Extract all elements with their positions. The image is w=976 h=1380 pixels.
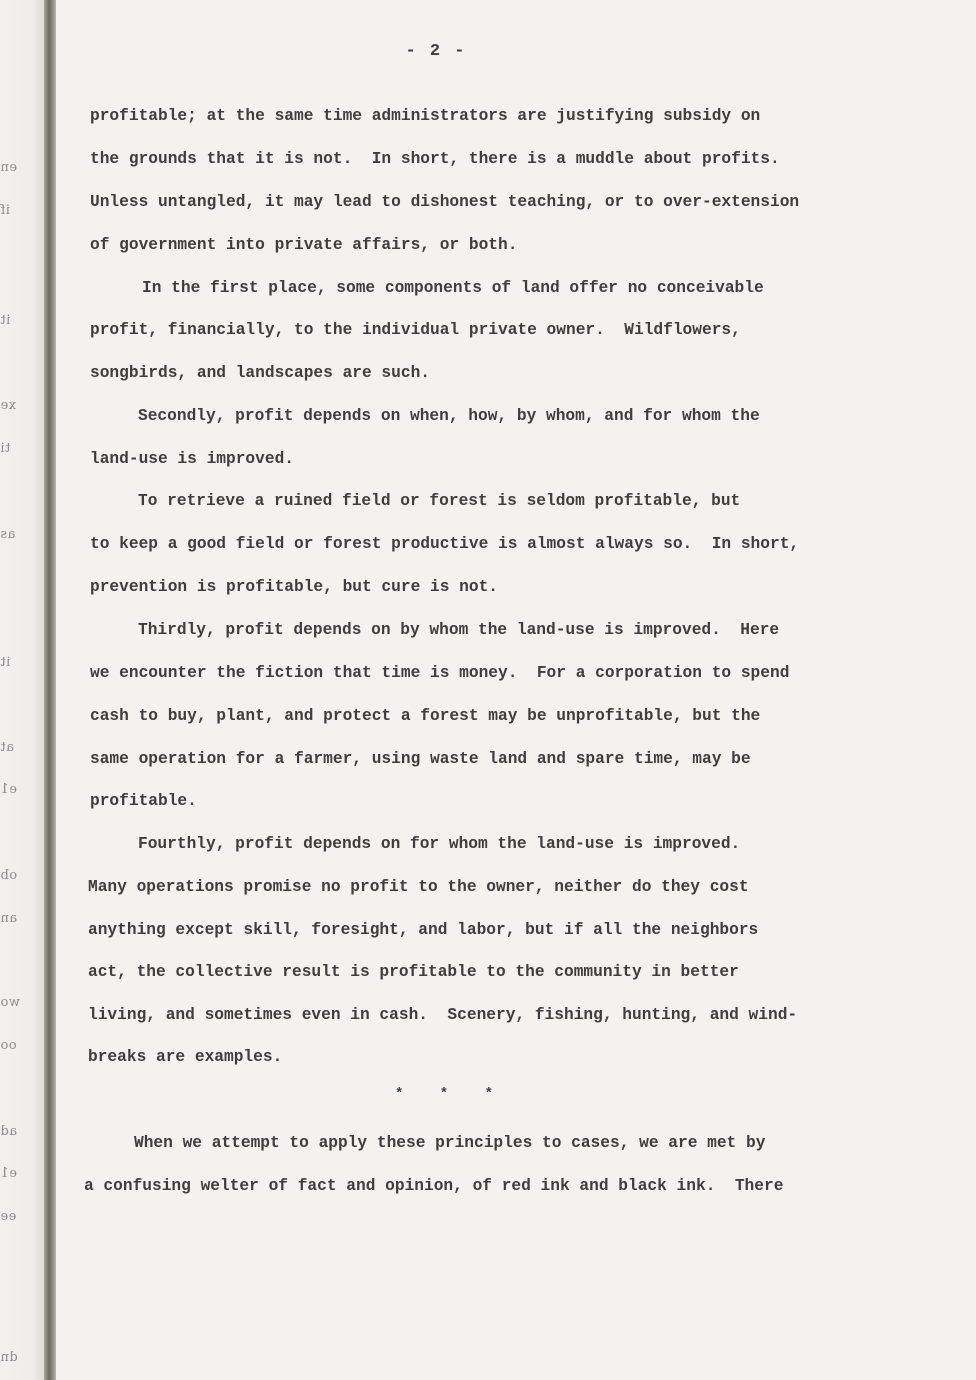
paragraph-first-line: Fourthly, profit depends on for whom the land-use is improved.	[138, 835, 741, 853]
text-line: profitable.	[90, 792, 197, 810]
text-line: to keep a good field or forest productive is almost always so. In short,	[90, 535, 800, 553]
paragraph-first-line: In the first place, some components of land offer no conceivable	[142, 279, 764, 297]
text-line: we encounter the fiction that time is money. For a corporation to spend	[90, 664, 790, 682]
bleed-through-text: wo	[0, 995, 20, 1010]
bleed-through-text: ee	[0, 1209, 17, 1224]
bleed-through-text: an	[0, 911, 18, 926]
text-line: same operation for a farmer, using waste land and spare time, may be	[90, 750, 751, 768]
bleed-through-text: ti	[0, 441, 11, 456]
bleed-through-text: dn	[0, 1350, 18, 1365]
bleed-through-text: at	[0, 740, 14, 755]
text-line: anything except skill, foresight, and labor, but if all the neighbors	[88, 921, 759, 939]
bleed-through-text: en	[0, 160, 18, 175]
bleed-through-text: ob	[0, 868, 18, 883]
page-number: - 2 -	[405, 42, 467, 61]
text-line: land-use is improved.	[90, 450, 294, 468]
text-line: of government into private affairs, or both.	[90, 236, 518, 254]
facing-page-edge	[0, 0, 46, 1380]
section-break-asterisks: * * *	[394, 1086, 507, 1102]
paragraph-first-line: To retrieve a ruined field or forest is seldom profitable, but	[138, 492, 741, 510]
bleed-through-text: xe	[0, 398, 17, 413]
text-line: profit, financially, to the individual private owner. Wildflowers,	[90, 321, 741, 339]
paragraph-first-line: Secondly, profit depends on when, how, by whom, and for whom the	[138, 407, 760, 425]
paragraph-first-line: Thirdly, profit depends on by whom the land-use is improved. Here	[138, 621, 780, 639]
text-line: living, and sometimes even in cash. Scenery, fishing, hunting, and wind-	[88, 1006, 798, 1024]
text-line: breaks are examples.	[88, 1048, 283, 1066]
text-line: Unless untangled, it may lead to dishonest teaching, or to over-extension	[90, 193, 800, 211]
text-line: profitable; at the same time administrators are justifying subsidy on	[90, 107, 761, 125]
bleed-through-text: it	[0, 655, 11, 670]
bleed-through-text: ad	[0, 1124, 18, 1139]
text-line: prevention is profitable, but cure is not.	[90, 578, 498, 596]
bleed-through-text: if	[0, 203, 10, 218]
typewritten-text	[56, 0, 976, 1380]
bleed-through-text: oo	[0, 1038, 17, 1053]
paragraph-first-line: When we attempt to apply these principles to cases, we are met by	[134, 1134, 766, 1152]
bleed-through-text: as	[0, 527, 16, 542]
text-line: the grounds that it is not. In short, there is a muddle about profits.	[90, 150, 780, 168]
bleed-through-text: it	[0, 313, 11, 328]
text-line: Many operations promise no profit to the owner, neither do they cost	[88, 878, 749, 896]
text-line: a confusing welter of fact and opinion, of red ink and black ink. There	[84, 1177, 784, 1195]
text-line: songbirds, and landscapes are such.	[90, 364, 430, 382]
text-line: act, the collective result is profitable to the community in better	[88, 963, 739, 981]
bleed-through-text: e1	[0, 1166, 17, 1181]
bleed-through-text: e1	[0, 782, 17, 797]
text-line: cash to buy, plant, and protect a forest may be unprofitable, but the	[90, 707, 761, 725]
